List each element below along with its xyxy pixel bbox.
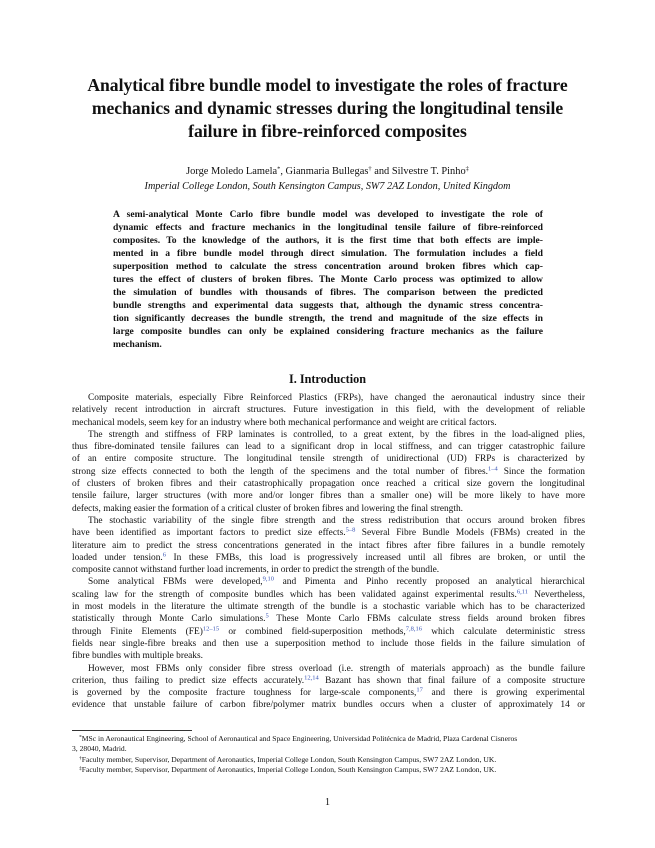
text-line	[72, 675, 585, 687]
text-line: fibre bundles with multiple breaks.	[72, 651, 203, 662]
paper-title	[60, 74, 595, 143]
abstract-line: A semi-analytical Monte Carlo fibre bundle model was developed to investigate the role of	[113, 209, 543, 220]
abstract	[113, 208, 543, 351]
abstract-line: dynamic effects and fracture mechanics in the longitudinal tensile failure of fibre-reinforced	[113, 222, 543, 233]
footnotes	[72, 734, 585, 776]
text-line: of clusters of broken fibres and their catastrophically propagation once reached a critical size govern the longitudinal	[72, 479, 585, 490]
citation-link[interactable]: 17	[416, 686, 423, 694]
text-segment: In these FMBs, this load is progressively increased until all fibres are broken, or until the	[166, 552, 586, 563]
footnote-mark: *	[79, 734, 82, 741]
text-segment: have been identified as important factors to predict size effects.	[72, 528, 346, 539]
title-line: failure in fibre-reinforced composites	[188, 121, 467, 141]
abstract-line: mented in a fibre bundle model through direct simulation. The formulation includes a field	[113, 248, 543, 259]
text-segment: scaling law for the strength of composite bundles which has been validated against experimental results.	[72, 589, 517, 600]
citation-link[interactable]: 5–8	[345, 526, 356, 534]
text-segment: statistically through Monte Carlo simulations.	[72, 614, 266, 625]
text-line: Composite materials, especially Fibre Reinforced Plastics (FRPs), have changed the aeronautical industry since their	[88, 393, 585, 403]
affiliation: Imperial College London, South Kensington Campus, SW7 2AZ London, United Kingdom	[144, 181, 511, 192]
text-segment: criterion, thus failing to predict size effects accurately.	[72, 675, 305, 686]
abstract-line: large composite bundles can only be explained considering fracture mechanics as the failure	[113, 326, 543, 337]
abstract-line: bundle strengths and experimental data suggests that, although the dynamic stress concentra-	[113, 300, 543, 311]
author-conjunction: and	[374, 166, 390, 177]
citation-link[interactable]: 6	[162, 551, 167, 559]
footnote-text: Faculty member, Supervisor, Department of Aeronautics, Imperial College London, South Kensington Campus, SW7 2AZ London, UK.	[81, 765, 497, 775]
footnote-mark: ‡	[465, 165, 469, 173]
text-line	[72, 589, 585, 601]
text-line: thus fibre-dominated tensile failures can lead to a significant drop in local stiffness, and can trigger catastrophic failure	[72, 442, 585, 453]
author-list: Jorge Moledo Lamela*, Gianmaria Bullegas† and Silvestre T. Pinho‡	[186, 165, 469, 177]
text-segment: Several Fibre Bundle Models (FBMs) created in the	[355, 528, 586, 539]
footnote-mark: ‡	[79, 765, 82, 772]
abstract-line: tion significantly decreases the bundle strength, the trend and magnitude of the size effects in	[113, 313, 543, 324]
text-segment: Nevertheless,	[528, 589, 586, 600]
footnote	[72, 755, 585, 765]
citation-link[interactable]: 6,11	[516, 588, 529, 596]
text-line	[72, 626, 585, 638]
text-line	[72, 552, 585, 564]
footnote-mark: †	[368, 165, 372, 173]
text-line	[72, 527, 585, 539]
text-segment: These Monte Carlo FBMs calculate stress fields around broken fibres	[268, 614, 585, 625]
text-segment: strong size effects connected to both the length of the specimens and the total number of fibres.	[72, 466, 488, 477]
footnote-mark: †	[79, 755, 82, 762]
abstract-line: superposition method to calculate the stress concentration around broken fibres which cap-	[113, 261, 543, 272]
section-heading: I. Introduction	[289, 372, 366, 386]
abstract-line: composites. To the knowledge of the authors, it is the first time that both effects are imple-	[113, 235, 543, 246]
footnote-text: Faculty member, Supervisor, Department of Aeronautics, Imperial College London, South Kensington Campus, SW7 2AZ London, UK.	[81, 754, 497, 764]
author-name: Gianmaria Bullegas	[285, 166, 369, 177]
text-segment: through Finite Elements (FE)	[72, 626, 203, 637]
title-line: Analytical fibre bundle model to investigate the roles of fracture	[87, 75, 568, 95]
text-segment: and Pimenta and Pinho recently proposed an analytical hierarchical	[274, 577, 586, 588]
footnote-text: MSc in Aeronautical Engineering, School of Aeronautical and Space Engineering, Universidad Politécnica de Madrid, Plaza Cardenal Cisneros	[81, 734, 518, 743]
text-line: mechanical models, seem key for an industry where both mechanical performance and weight are critical factors.	[72, 417, 497, 428]
page-number: 1	[325, 797, 330, 808]
citation-link[interactable]: 5	[265, 612, 269, 620]
footnote	[72, 734, 585, 744]
text-line	[72, 687, 585, 699]
footnote-mark: *	[277, 165, 281, 173]
text-line: composite cannot withstand further load increments, in order to predict the strength of the bundle.	[72, 565, 440, 576]
text-segment: loaded under tension.	[72, 552, 163, 563]
text-line: The strength and stiffness of FRP laminates is controlled, to a great extent, by the fibres in the load-aligned plies,	[88, 429, 585, 440]
text-line: evidence that unstable failure of carbon fibre/polymer matrix bundles occurs when a cluster of approximately 14 or	[72, 700, 585, 711]
text-line: tensile failure, larger structures (with more and/or longer fibres than a smaller one) will be more likely to have more	[72, 491, 585, 502]
citation-link[interactable]: 7,8,16	[405, 625, 423, 633]
text-segment: Since the formation	[497, 466, 585, 477]
body-text	[72, 392, 585, 712]
footnote-divider	[72, 730, 192, 731]
text-line	[72, 466, 585, 478]
text-segment: which calculate deterministic stress	[422, 626, 585, 637]
text-segment: is governed by the composite fracture toughness for large-scale components,	[72, 688, 417, 699]
footnote-continuation: 3, 28040, Madrid.	[72, 744, 127, 754]
text-line: of an entire composite structure. The longitudinal tensile strength of unidirectional (UD) FRPs is characterized by	[72, 454, 585, 465]
text-line: However, most FBMs only consider fibre stress overload (i.e. strength of materials approach) as the bundle failure	[88, 663, 585, 674]
author-name: Jorge Moledo Lamela	[186, 166, 278, 177]
text-line: The stochastic variability of the single fibre strength and the stress redistribution that occurs around broken fibres	[88, 515, 585, 526]
citation-link[interactable]: 9,10	[262, 575, 275, 583]
author-name: Silvestre T. Pinho	[391, 166, 466, 177]
citation-link[interactable]: 1–4	[487, 465, 498, 473]
text-line: literature aim to predict the stress concentrations generated in the intact fibres after fibre failures in a bundle remotely	[72, 540, 585, 551]
text-segment: Some analytical FBMs were developed,	[88, 577, 263, 588]
text-line	[72, 576, 585, 588]
abstract-line: tures the effect of clusters of broken fibres. The Monte Carlo process was optimized to allow	[113, 274, 543, 285]
text-line: relatively recent introduction in aircraft structures. Future investigation in this field, with the development of reliable	[72, 405, 585, 416]
abstract-line: the simulation of bundles with thousands of fibres. The comparison between the predicted	[113, 287, 543, 298]
text-line: defects, making easier the formation of a critical cluster of broken fibres and lowering the final strength.	[72, 503, 464, 514]
citation-link[interactable]: 12,14	[304, 674, 319, 682]
text-line: in most models in the literature the ultimate strength of the bundle is a stochastic variable which has to be characterized	[72, 602, 585, 613]
text-segment: or combined field-superposition methods,	[219, 626, 406, 637]
footnote	[72, 765, 585, 775]
text-segment: and there is growing experimental	[422, 688, 585, 699]
abstract-line: mechanism.	[113, 339, 162, 350]
text-line: fields near single-fibre breaks and then use a superposition method to include those fields in the failure simulation of	[72, 638, 585, 649]
text-segment: Bazant has shown that final failure of a composite structure	[318, 675, 585, 686]
text-line	[72, 613, 585, 625]
citation-link[interactable]: 12–15	[202, 625, 220, 633]
title-line: mechanics and dynamic stresses during the longitudinal tensile	[91, 98, 564, 118]
